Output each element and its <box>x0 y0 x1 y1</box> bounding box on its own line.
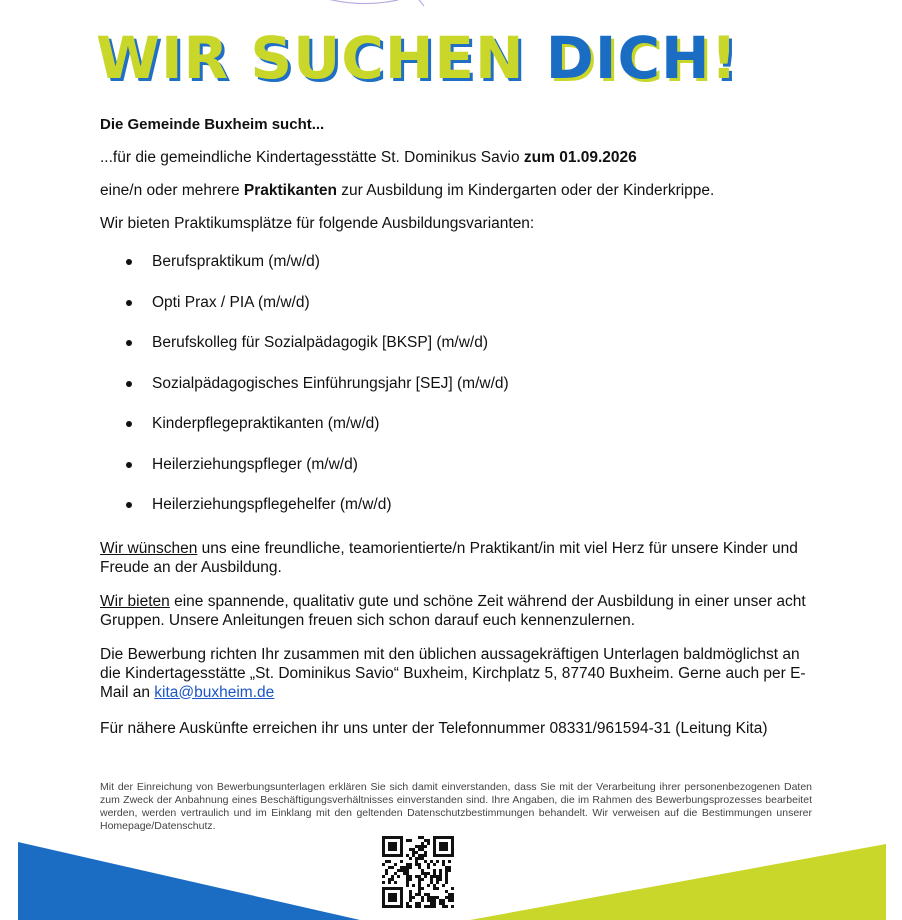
offer-text: eine spannende, qualitativ gute und schöne Zeit während der Ausbildung in einer unser acht Gruppen. Unsere Anleitungen freuen sich schon darauf euch kennenzulernen. <box>100 592 806 629</box>
variants-intro: Wir bieten Praktikumsplätze für folgende Ausbildungsvarianten: <box>100 215 535 232</box>
list-item <box>100 495 820 536</box>
headline <box>96 18 738 98</box>
bullet-icon <box>126 340 132 346</box>
variant-label: Opti Prax / PIA (m/w/d) <box>152 293 310 311</box>
decorative-scribble <box>320 0 440 10</box>
headline-part1: WIR SUCHEN <box>96 24 525 92</box>
intern-line <box>100 182 820 200</box>
job-posting-body <box>100 116 820 738</box>
intern-line-prefix: eine/n oder mehrere <box>100 182 240 199</box>
headline-part2: DICH <box>545 24 711 92</box>
kita-line <box>100 149 820 167</box>
variant-label: Sozialpädagogisches Einführungsjahr [SEJ] (m/w/d) <box>152 374 509 392</box>
wish-label: Wir wünschen <box>100 539 198 557</box>
list-item <box>100 293 820 334</box>
email-link[interactable]: kita@buxheim.de <box>154 683 275 701</box>
bullet-icon <box>126 381 132 387</box>
bullet-icon <box>126 259 132 265</box>
bullet-icon <box>126 462 132 468</box>
intern-keyword: Praktikanten <box>243 182 337 199</box>
intern-line-suffix: zur Ausbildung im Kindergarten oder der Kinderkrippe. <box>341 182 715 199</box>
variant-label: Heilerziehungspflegehelfer (m/w/d) <box>152 496 392 513</box>
variant-label: Berufskolleg für Sozialpädagogik [BKSP] (m/w/d) <box>152 334 488 351</box>
list-item <box>100 455 820 496</box>
offer-paragraph <box>100 592 820 630</box>
footer-blue-wedge <box>18 842 360 920</box>
wish-text: uns eine freundliche, teamorientierte/n Praktikant/in mit viel Herz für unsere Kinder und Freude an der Ausbildung. <box>100 539 798 576</box>
application-text: Die Bewerbung richten Ihr zusammen mit den üblichen aussagekräftigen Unterlagen baldmöglichst an die Kindertagesstätte „St. Dominikus Savio“ Buxheim, Kirchplatz 5, 87740 Buxheim. Gerne auch per E-Mail an <box>100 645 806 701</box>
list-item <box>100 414 820 455</box>
kita-line-text: ...für die gemeindliche Kindertagesstätte St. Dominikus Savio <box>100 149 520 166</box>
bullet-icon <box>126 300 132 306</box>
variants-list <box>100 252 820 536</box>
variant-label: Kinderpflegepraktikanten (m/w/d) <box>152 415 380 432</box>
privacy-notice: Mit der Einreichung von Bewerbungsunterlagen erklären Sie sich damit einverstanden, dass Sie mit der Verarbeitung ihrer personenbezogenen Daten zum Zweck der Anbahnung eines Beschäftigungsverhältnisses einverstanden sind. Ihre Angaben, die im Rahmen des Bewerbungsprozesses bearbeitet werden, werden vertraulich und im Einklang mit den geltenden Datenschutzbestimmungen behandelt. Wir verweisen auf die Bestimmungen unserer Homepage/Datenschutz. <box>100 780 812 833</box>
list-item <box>100 252 820 293</box>
intro-heading: Die Gemeinde Buxheim sucht... <box>100 116 325 133</box>
wish-paragraph <box>100 539 820 577</box>
start-date: zum 01.09.2026 <box>523 149 637 166</box>
list-item <box>100 374 820 415</box>
offer-label: Wir bieten <box>100 592 170 610</box>
variant-label: Berufspraktikum (m/w/d) <box>152 253 320 270</box>
contact-line: Für nähere Auskünfte erreichen ihr uns unter der Telefonnummer 08331/961594-31 (Leitung Kita) <box>100 719 768 737</box>
headline-exclaim: ! <box>710 24 739 92</box>
list-item <box>100 333 820 374</box>
qr-code-icon[interactable] <box>382 836 454 908</box>
bullet-icon <box>126 502 132 508</box>
bullet-icon <box>126 421 132 427</box>
application-paragraph <box>100 645 820 702</box>
variant-label: Heilerziehungspfleger (m/w/d) <box>152 455 358 473</box>
footer-yellow-wedge <box>470 844 886 920</box>
